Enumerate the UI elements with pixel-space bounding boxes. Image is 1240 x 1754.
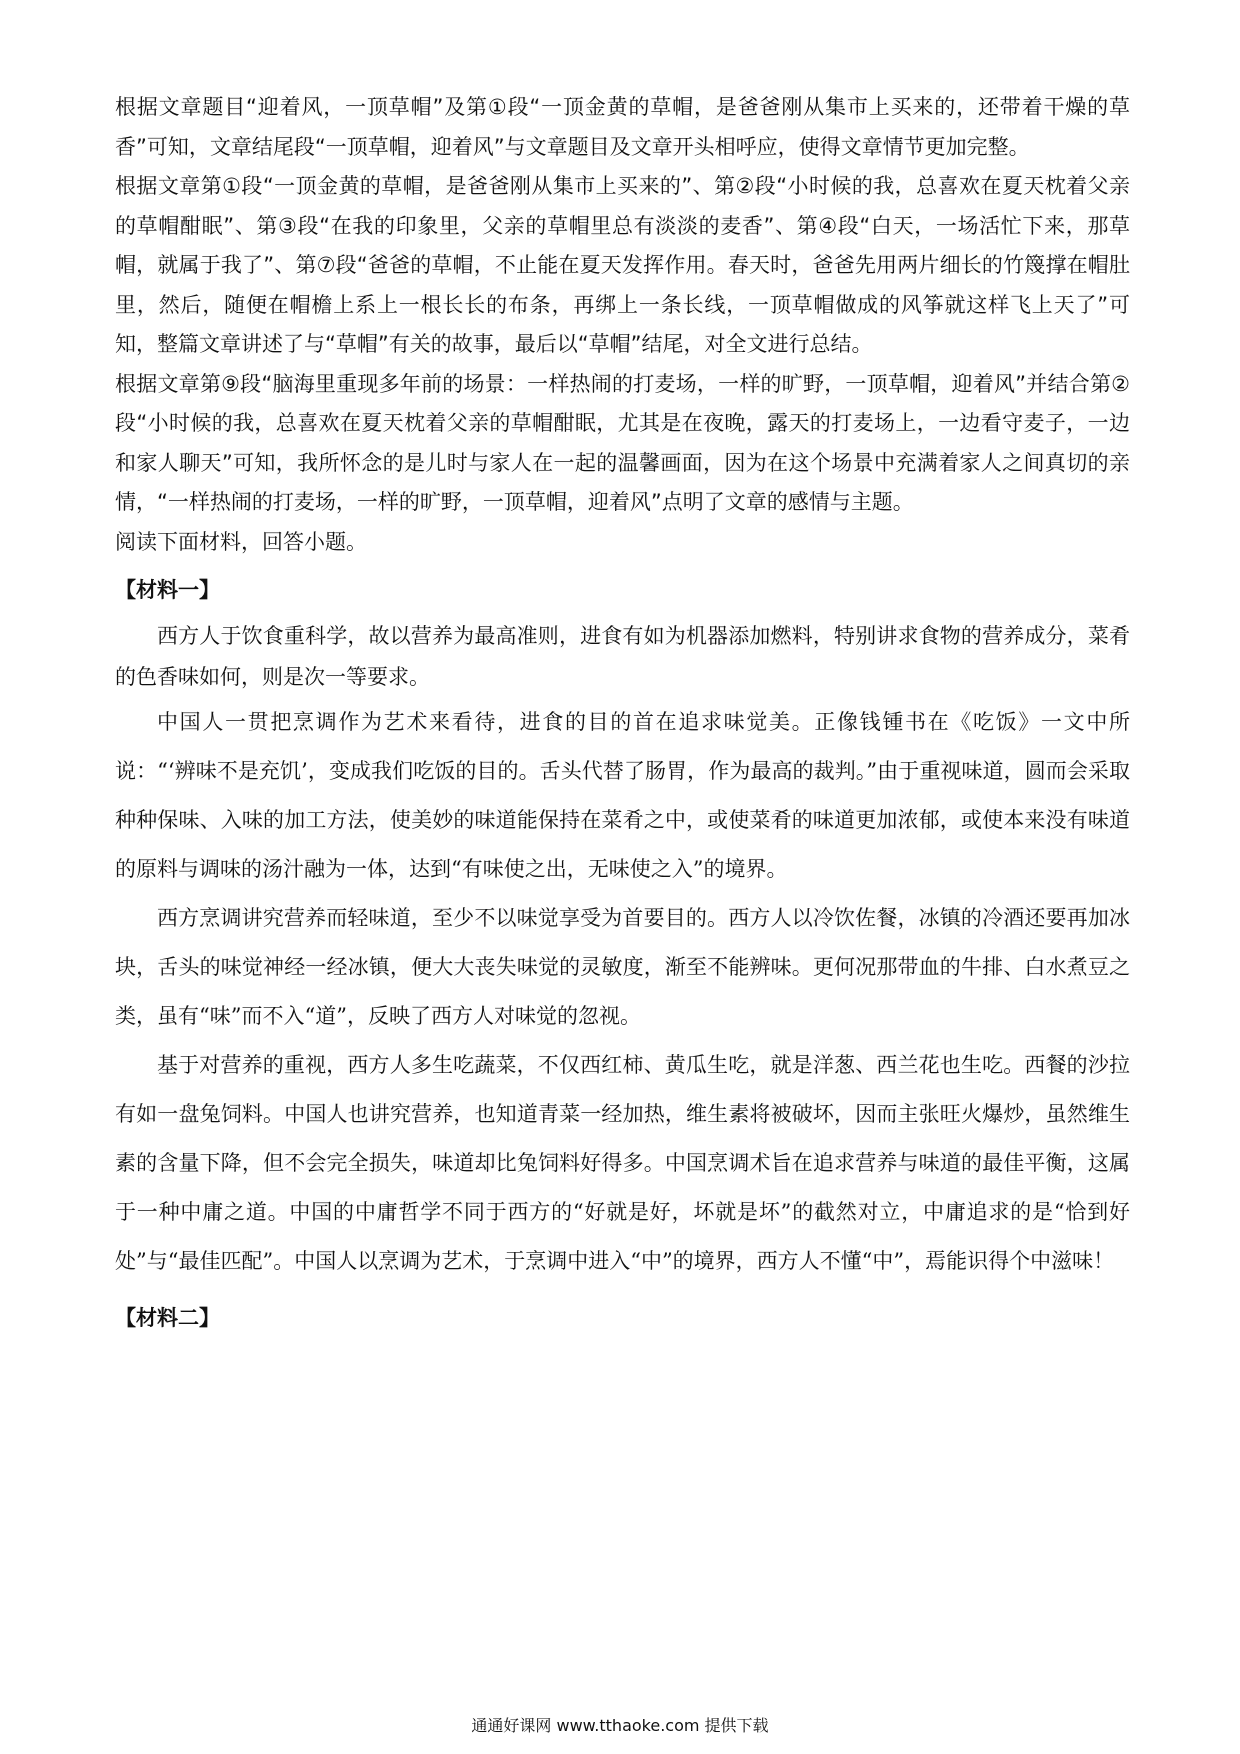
answer-paragraph-1: 根据文章题目“迎着风，一顶草帽”及第①段“一顶金黄的草帽，是爸爸刚从集市上买来的，还带着干燥的草香”可知，文章结尾段“一顶草帽，迎着风”与文章题目及文章开头相呼应，使得文章情节更加完整。 bbox=[115, 95, 1130, 159]
material-2-heading: 【材料二】 bbox=[115, 1306, 220, 1330]
answer-paragraph-2: 根据文章第①段“一顶金黄的草帽，是爸爸刚从集市上买来的”、第②段“小时候的我，总喜欢在夏天枕着父亲的草帽酣眠”、第③段“在我的印象里，父亲的草帽里总有淡淡的麦香”、第④段“白天，一场活忙下来，那草帽，就属于我了”、第⑦段“爸爸的草帽，不止能在夏天发挥作用。春天时，爸爸先用两片细长的竹篾撑在帽肚里，然后，随便在帽檐上系上一根长长的布条，再绑上一条长线，一顶草帽做成的风筝就这样飞上天了”可知，整篇文章讲述了与“草帽”有关的故事，最后以“草帽”结尾，对全文进行总结。 bbox=[115, 174, 1130, 356]
document-page bbox=[115, 88, 1130, 1344]
material-1-paragraph-1: 西方人于饮食重科学，故以营养为最高准则，进食有如为机器添加燃料，特别讲求食物的营养成分，菜肴的色香味如何，则是次一等要求。 bbox=[115, 624, 1130, 689]
answer-paragraph-3: 根据文章第⑨段“脑海里重现多年前的场景：一样热闹的打麦场，一样的旷野，一顶草帽，迎着风”并结合第②段“小时候的我，总喜欢在夏天枕着父亲的草帽酣眠，尤其是在夜晚，露天的打麦场上，一边看守麦子，一边和家人聊天”可知，我所怀念的是儿时与家人在一起的温馨画面，因为在这个场景中充满着家人之间真切的亲情，“一样热闹的打麦场，一样的旷野，一顶草帽，迎着风”点明了文章的感情与主题。 bbox=[115, 371, 1130, 514]
material-1-heading: 【材料一】 bbox=[115, 578, 220, 602]
reading-instruction: 阅读下面材料，回答小题。 bbox=[115, 529, 367, 554]
material-1-paragraph-2: 中国人一贯把烹调作为艺术来看待，进食的目的首在追求味觉美。正像钱锺书在《吃饭》一文中所说：“‘辨味不是充饥’，变成我们吃饭的目的。舌头代替了肠胃，作为最高的裁判。”由于重视味道，圆而会采取种种保味、入味的加工方法，使美妙的味道能保持在菜肴之中，或使菜肴的味道更加浓郁，或使本来没有味道的原料与调味的汤汁融为一体，达到“有味使之出，无味使之入”的境界。 bbox=[115, 710, 1130, 881]
page-footer: 通通好课网 www.tthaoke.com 提供下载 bbox=[471, 1716, 769, 1735]
material-1-paragraph-3: 西方烹调讲究营养而轻味道，至少不以味觉享受为首要目的。西方人以冷饮佐餐，冰镇的冷酒还要再加冰块，舌头的味觉神经一经冰镇，便大大丧失味觉的灵敏度，渐至不能辨味。更何况那带血的牛排、白水煮豆之类，虽有“味”而不入“道”，反映了西方人对味觉的忽视。 bbox=[115, 906, 1130, 1028]
material-1-paragraph-4: 基于对营养的重视，西方人多生吃蔬菜，不仅西红柿、黄瓜生吃，就是洋葱、西兰花也生吃。西餐的沙拉有如一盘兔饲料。中国人也讲究营养，也知道青菜一经加热，维生素将被破坏，因而主张旺火爆炒，虽然维生素的含量下降，但不会完全损失，味道却比兔饲料好得多。中国烹调术旨在追求营养与味道的最佳平衡，这属于一种中庸之道。中国的中庸哲学不同于西方的“好就是好，坏就是坏”的截然对立，中庸追求的是“恰到好处”与“最佳匹配”。中国人以烹调为艺术，于烹调中进入“中”的境界，西方人不懂“中”，焉能识得个中滋味！ bbox=[115, 1053, 1130, 1273]
